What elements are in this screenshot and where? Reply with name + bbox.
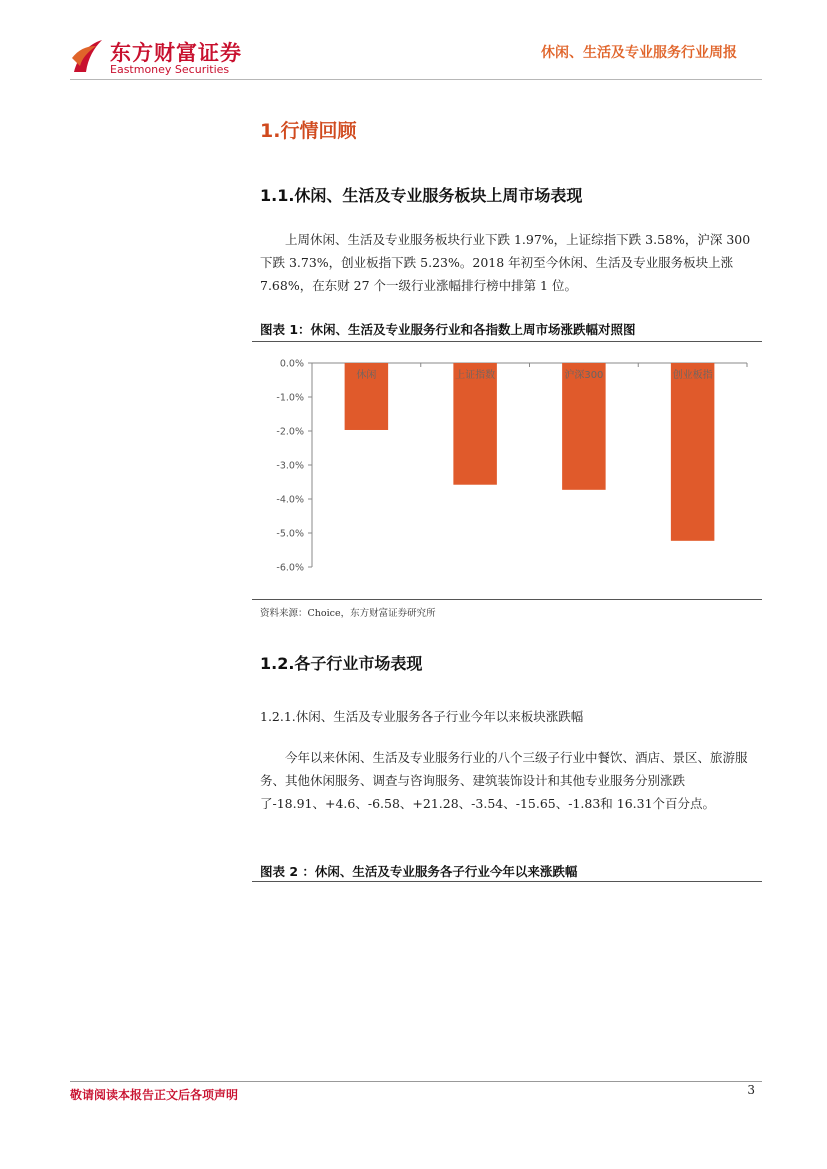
logo-english-name: Eastmoney Securities: [110, 63, 230, 76]
bar: [453, 363, 497, 485]
logo-mark-icon: [70, 36, 106, 76]
market-summary-paragraph: [260, 228, 762, 297]
figure2-title: 图表 2 ：休闲、生活及专业服务各子行业今年以来涨跌幅: [260, 864, 578, 879]
y-tick-label: 0.0%: [279, 358, 304, 370]
y-tick-label: -5.0%: [276, 528, 304, 540]
page-number: 3: [747, 1083, 755, 1097]
figure1-top-rule: [252, 341, 762, 342]
bar: [562, 363, 606, 490]
header-divider: [70, 79, 762, 80]
x-tick-label: 休闲: [356, 370, 377, 381]
section-heading: 1.行情回顾: [260, 120, 357, 142]
y-tick-label: -6.0%: [276, 562, 304, 574]
y-tick-label: -2.0%: [276, 426, 304, 438]
market-summary-text: 上周休闲、生活及专业服务板块行业下跌 1.97%，上证综指下跌 3.58%，沪深 300下跌 3.73%，创业板指下跌 5.23%。2018 年初至今休闲、生活及专业服务板块上涨 7.68%，在东财 27 个一级行业涨幅排行榜中排第 1 位。: [260, 232, 751, 293]
y-tick-label: -1.0%: [276, 392, 304, 404]
x-tick-label: 创业板指: [672, 370, 713, 381]
x-tick-label: 上证指数: [455, 370, 496, 381]
figure1-title: 图表 1：休闲、生活及专业服务行业和各指数上周市场涨跌幅对照图: [260, 322, 636, 337]
footer-disclaimer: 敬请阅读本报告正文后各项声明: [70, 1088, 239, 1102]
y-tick-label: -3.0%: [276, 460, 304, 472]
sub-industry-paragraph: [260, 746, 762, 815]
figure2-top-rule: [252, 881, 762, 882]
brand-logo: [70, 34, 270, 80]
subsection-heading-1-2-1: 1.2.1.休闲、生活及专业服务各子行业今年以来板块涨跌幅: [260, 709, 584, 724]
sub-industry-text: 今年以来休闲、生活及专业服务行业的八个三级子行业中餐饮、酒店、景区、旅游服务、其他休闲服务、调查与咨询服务、建筑装饰设计和其他专业服务分别涨跌了-18.91、+4.6、-6.58、+21.28、-3.54、-15.65、-1.83和 16.31个百分点。: [260, 750, 748, 811]
bar: [671, 363, 715, 541]
x-tick-label: 沪深300: [564, 370, 604, 381]
figure1-source: 资料来源：Choice，东方财富证券研究所: [260, 608, 436, 619]
figure1-bottom-rule: [252, 599, 762, 600]
report-title: 休闲、生活及专业服务行业周报: [541, 45, 737, 61]
subsection-heading-1-1: 1.1.休闲、生活及专业服务板块上周市场表现: [260, 186, 583, 205]
chart-bars: [345, 363, 715, 541]
chart-category-labels: [356, 368, 712, 381]
footer-divider: [70, 1081, 762, 1082]
subsection-heading-1-2: 1.2.各子行业市场表现: [260, 654, 423, 673]
y-tick-label: -4.0%: [276, 494, 304, 506]
market-change-chart: [252, 348, 762, 598]
logo-chinese-name: 东方财富证券: [110, 41, 242, 65]
